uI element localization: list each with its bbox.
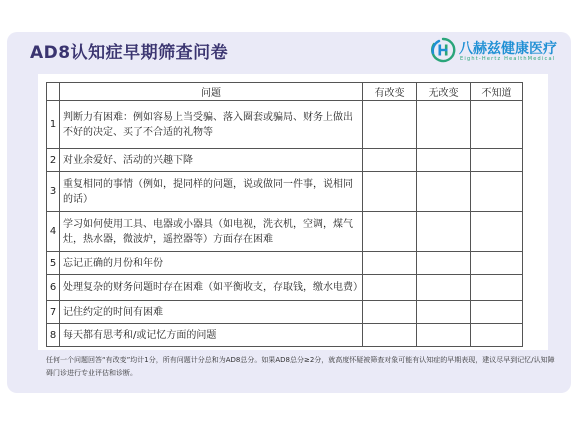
answer-unchanged-cell[interactable] bbox=[417, 324, 471, 347]
row-question: 重复相同的事情（例如，提同样的问题，说或做同一件事，说相同的话） bbox=[60, 172, 363, 212]
table-row bbox=[47, 172, 523, 212]
answer-unknown-cell[interactable] bbox=[471, 324, 523, 347]
answer-unknown-cell[interactable] bbox=[471, 275, 523, 301]
header-changed: 有改变 bbox=[363, 83, 417, 101]
table-row bbox=[47, 212, 523, 252]
brand-logo-block bbox=[430, 37, 565, 65]
brand-name: 八赫兹健康医疗 bbox=[459, 41, 557, 57]
answer-changed-cell[interactable] bbox=[363, 149, 417, 172]
answer-changed-cell[interactable] bbox=[363, 212, 417, 252]
header-question: 问题 bbox=[60, 83, 363, 101]
answer-changed-cell[interactable] bbox=[363, 252, 417, 275]
table-row bbox=[47, 275, 523, 301]
answer-unchanged-cell[interactable] bbox=[417, 172, 471, 212]
answer-unknown-cell[interactable] bbox=[471, 252, 523, 275]
answer-unknown-cell[interactable] bbox=[471, 301, 523, 324]
table-row bbox=[47, 301, 523, 324]
brand-tagline: Eight-Hertz HealthMedical bbox=[460, 56, 556, 62]
answer-changed-cell[interactable] bbox=[363, 324, 417, 347]
answer-unchanged-cell[interactable] bbox=[417, 252, 471, 275]
answer-unchanged-cell[interactable] bbox=[417, 101, 471, 149]
answer-changed-cell[interactable] bbox=[363, 172, 417, 212]
answer-unchanged-cell[interactable] bbox=[417, 212, 471, 252]
row-question: 处理复杂的财务问题时存在困难（如平衡收支，存取钱，缴水电费） bbox=[60, 275, 363, 301]
questionnaire-sheet bbox=[38, 74, 548, 350]
row-number: 7 bbox=[47, 301, 60, 324]
table-row bbox=[47, 324, 523, 347]
answer-unchanged-cell[interactable] bbox=[417, 149, 471, 172]
answer-changed-cell[interactable] bbox=[363, 301, 417, 324]
answer-unknown-cell[interactable] bbox=[471, 172, 523, 212]
row-question: 判断力有困难：例如容易上当受骗、落入圈套或骗局、财务上做出不好的决定、买了不合适的礼物等 bbox=[60, 101, 363, 149]
answer-changed-cell[interactable] bbox=[363, 101, 417, 149]
row-question: 学习如何使用工具、电器或小器具（如电视，洗衣机，空调，煤气灶，热水器，微波炉，遥控器等）方面存在困难 bbox=[60, 212, 363, 252]
header-unknown: 不知道 bbox=[471, 83, 523, 101]
answer-unknown-cell[interactable] bbox=[471, 149, 523, 172]
brand-logo-icon bbox=[430, 37, 456, 63]
answer-unknown-cell[interactable] bbox=[471, 101, 523, 149]
row-number: 1 bbox=[47, 101, 60, 149]
row-question: 记住约定的时间有困难 bbox=[60, 301, 363, 324]
row-number: 6 bbox=[47, 275, 60, 301]
answer-changed-cell[interactable] bbox=[363, 275, 417, 301]
table-row bbox=[47, 101, 523, 149]
answer-unchanged-cell[interactable] bbox=[417, 275, 471, 301]
row-number: 3 bbox=[47, 172, 60, 212]
header-unchanged: 无改变 bbox=[417, 83, 471, 101]
ad8-table bbox=[46, 82, 523, 347]
row-number: 4 bbox=[47, 212, 60, 252]
answer-unknown-cell[interactable] bbox=[471, 212, 523, 252]
row-number: 2 bbox=[47, 149, 60, 172]
table-row bbox=[47, 252, 523, 275]
row-question: 忘记正确的月份和年份 bbox=[60, 252, 363, 275]
row-number: 5 bbox=[47, 252, 60, 275]
row-number: 8 bbox=[47, 324, 60, 347]
row-question: 对业余爱好、活动的兴趣下降 bbox=[60, 149, 363, 172]
scoring-footnote: 任何一个问题回答“有改变”均计1分，所有问题计分总和为AD8总分。如果AD8总分≥2分，就高度怀疑被筛查对象可能有认知症的早期表现，建议尽早到记忆/认知障碍门诊进行专业评估和诊断。 bbox=[46, 356, 555, 377]
answer-unchanged-cell[interactable] bbox=[417, 301, 471, 324]
header-number bbox=[47, 83, 60, 101]
page-title: AD8认知症早期筛查问卷 bbox=[30, 43, 229, 63]
table-header-row bbox=[47, 83, 523, 101]
table-row bbox=[47, 149, 523, 172]
row-question: 每天都有思考和/或记忆方面的问题 bbox=[60, 324, 363, 347]
